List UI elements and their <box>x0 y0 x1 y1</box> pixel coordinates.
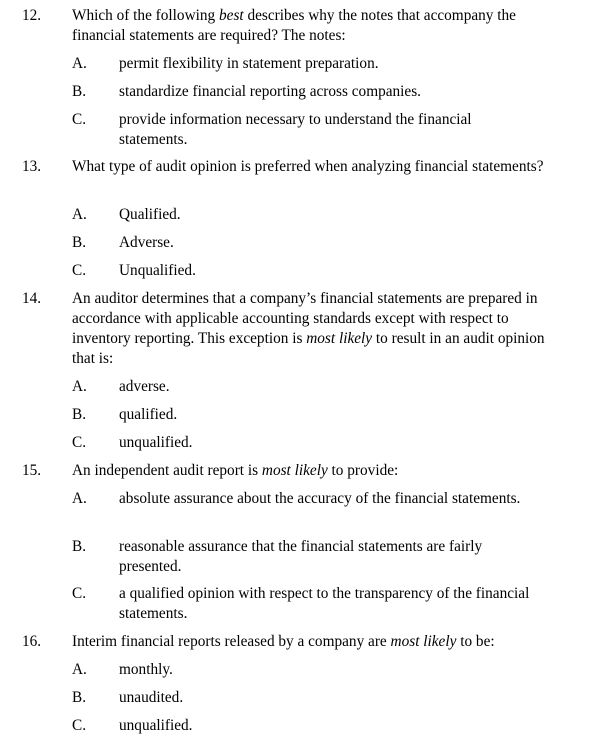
option-letter: C. <box>72 262 87 279</box>
option-text: permit flexibility in statement preparation. <box>119 55 379 72</box>
question-stem: Interim financial reports released by a company are most likely to be: <box>72 633 495 650</box>
question-number: 16. <box>22 633 42 650</box>
option-letter: B. <box>72 406 87 423</box>
question-number: 15. <box>22 462 42 479</box>
question-stem: What type of audit opinion is preferred when analyzing financial statements? <box>72 158 544 175</box>
option-text: Adverse. <box>119 234 174 251</box>
option-text: Unqualified. <box>119 262 196 279</box>
question-stem: Which of the following best describes why the notes that accompany the financial statements are required? The notes: <box>72 7 516 44</box>
option-letter: C. <box>72 434 87 451</box>
option-text: adverse. <box>119 378 170 395</box>
option-letter: A. <box>72 55 87 72</box>
option-letter: B. <box>72 234 87 251</box>
option-text: provide information necessary to understand the financial statements. <box>119 111 472 148</box>
question-number: 12. <box>22 7 42 24</box>
option-text: a qualified opinion with respect to the transparency of the financial statements. <box>119 585 530 622</box>
option-letter: A. <box>72 490 87 507</box>
option-text: reasonable assurance that the financial statements are fairly presented. <box>119 538 483 575</box>
option-letter: B. <box>72 689 87 706</box>
option-letter: B. <box>72 83 87 100</box>
question-number: 13. <box>22 158 42 175</box>
option-text: Qualified. <box>119 206 181 223</box>
option-letter: A. <box>72 206 87 223</box>
option-letter: B. <box>72 538 87 555</box>
option-letter: C. <box>72 717 87 734</box>
option-text: standardize financial reporting across companies. <box>119 83 421 100</box>
option-letter: A. <box>72 378 87 395</box>
option-text: monthly. <box>119 661 173 678</box>
question-stem: An auditor determines that a company’s financial statements are prepared in accordance with applicable accounting standards except with respect to inventory reporting. This exception is most likely to result in an audit opinion that is: <box>72 290 545 367</box>
option-text: absolute assurance about the accuracy of the financial statements. <box>119 490 521 507</box>
option-text: unqualified. <box>119 717 193 734</box>
option-text: qualified. <box>119 406 178 423</box>
option-letter: C. <box>72 585 87 602</box>
option-text: unaudited. <box>119 689 184 706</box>
option-letter: C. <box>72 111 87 128</box>
question-stem: An independent audit report is most likely to provide: <box>72 462 399 479</box>
option-text: unqualified. <box>119 434 193 451</box>
option-letter: A. <box>72 661 87 678</box>
question-number: 14. <box>22 290 42 307</box>
